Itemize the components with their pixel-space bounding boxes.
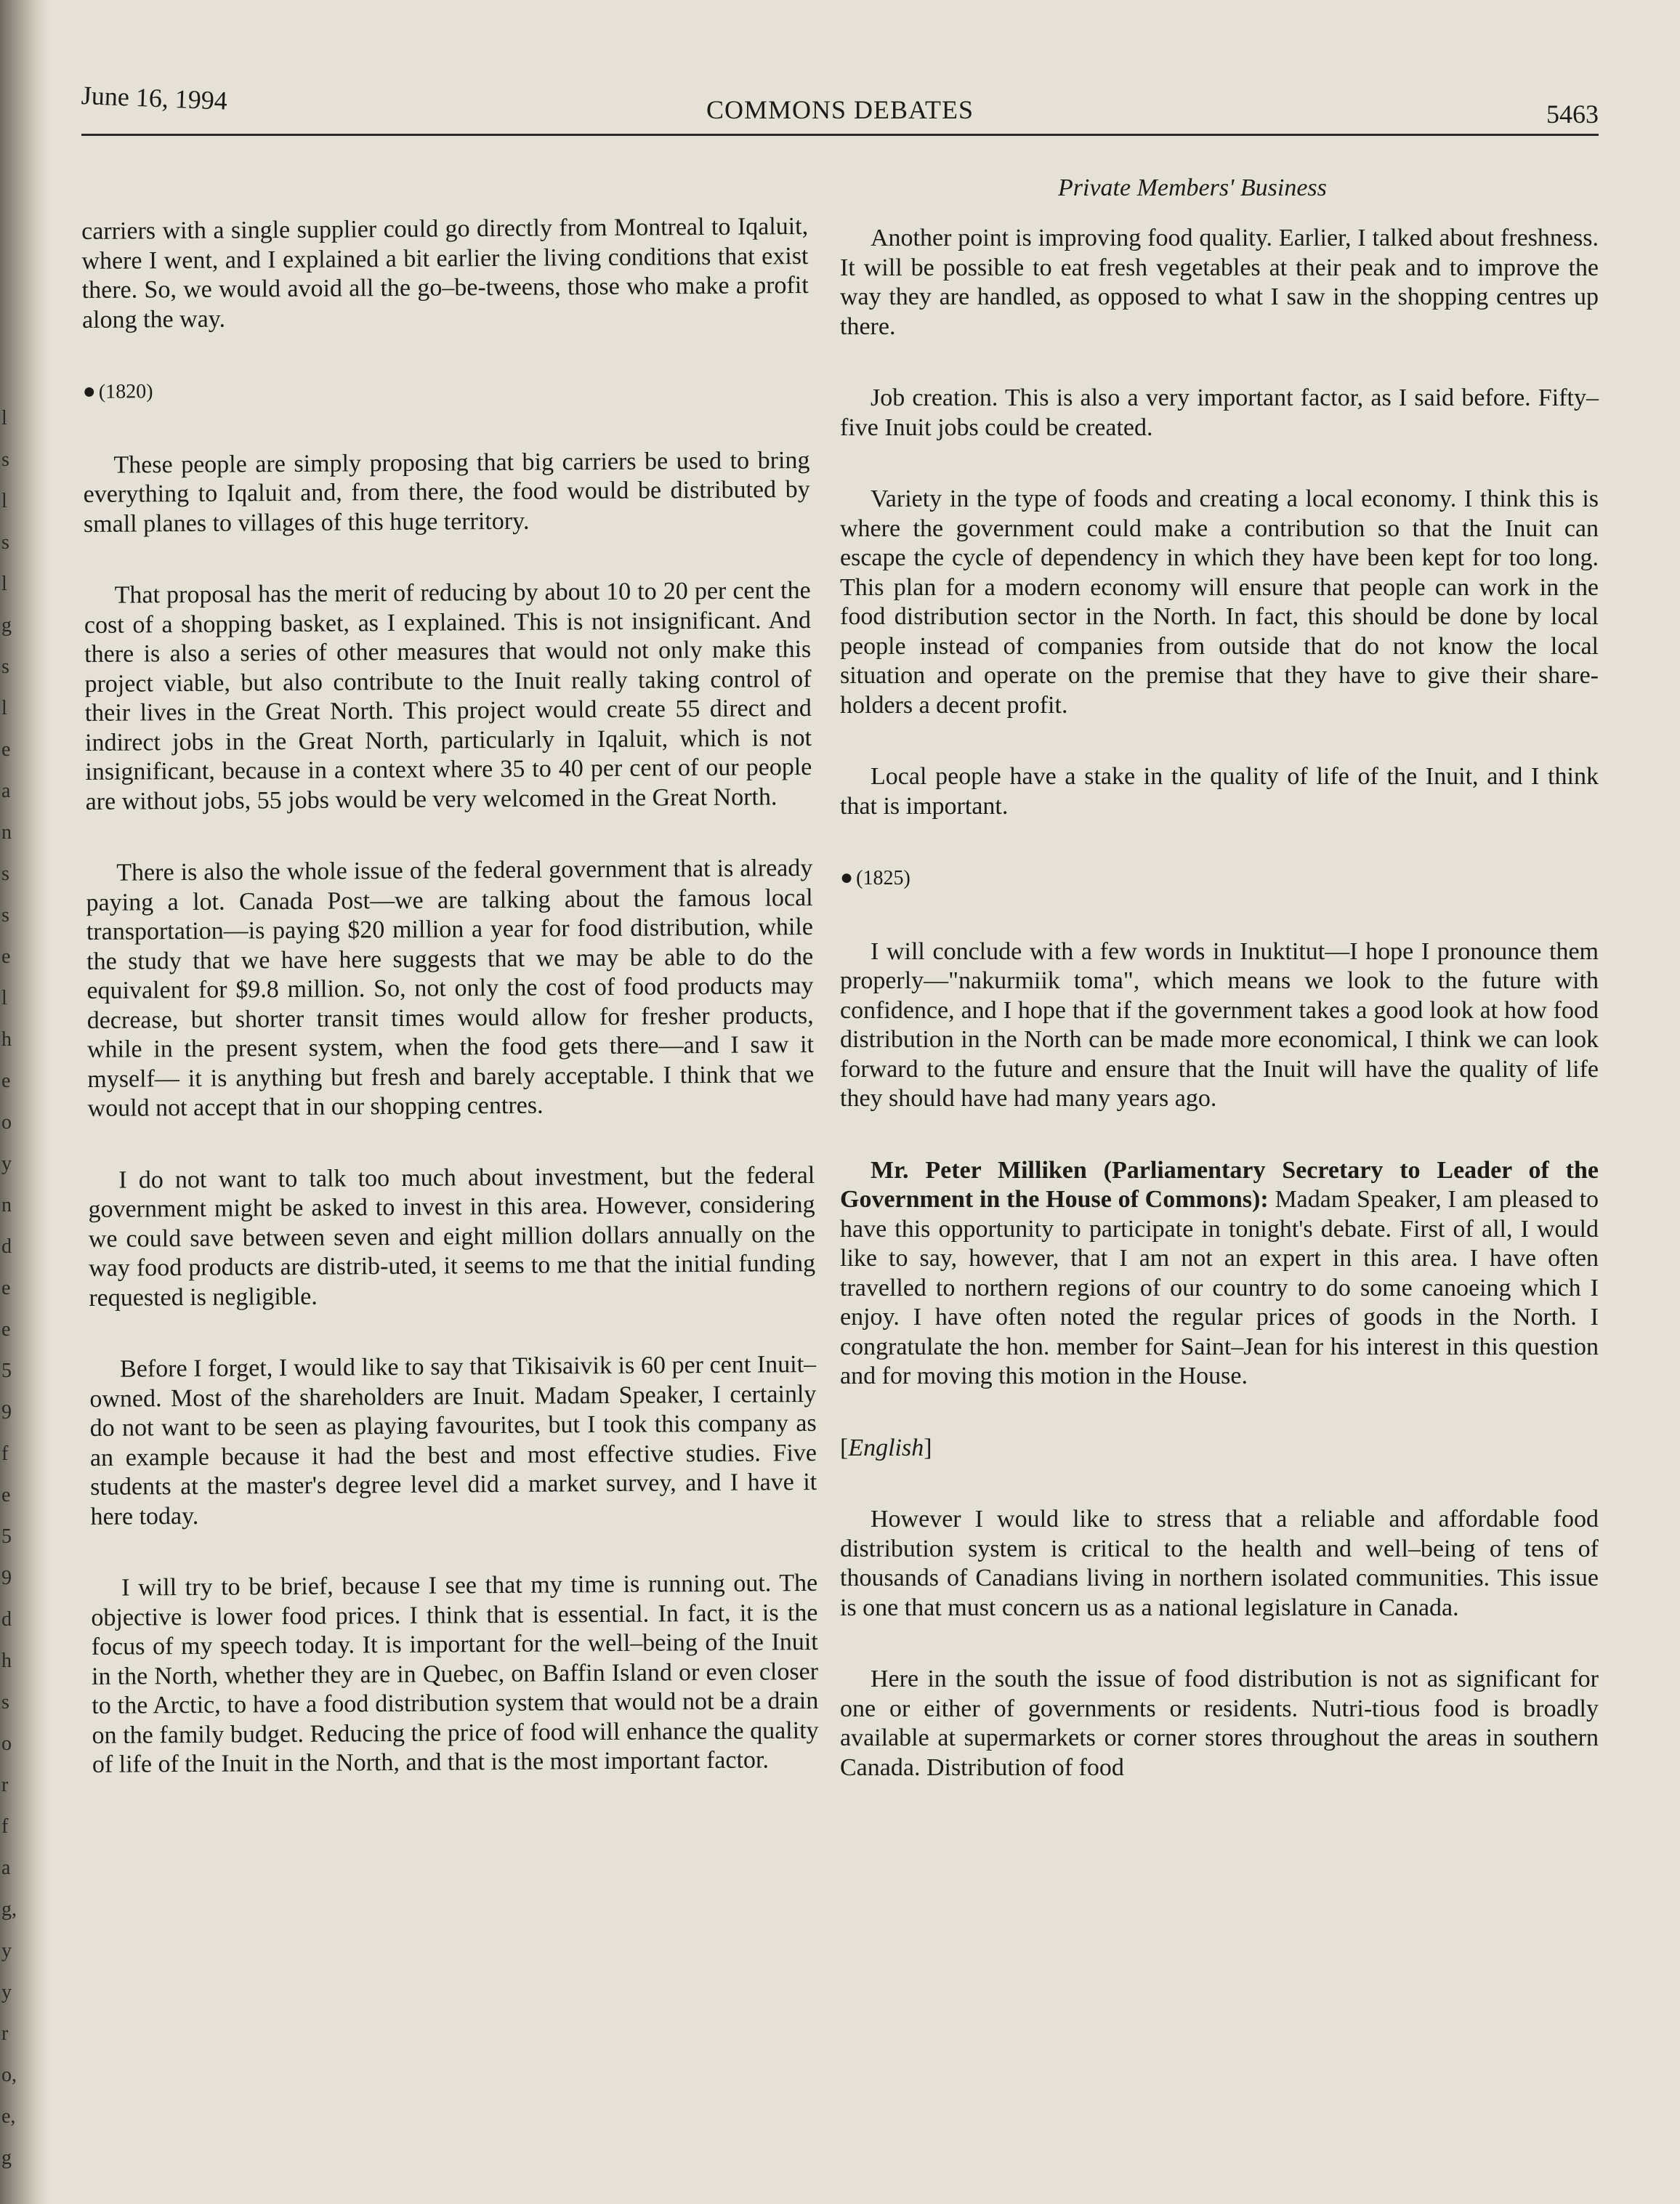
edge-letter: a	[1, 1857, 11, 1879]
edge-letter: s	[1, 531, 9, 554]
edge-letter: e	[1, 1484, 11, 1506]
edge-letter: l	[1, 987, 7, 1009]
paragraph: These people are simply proposing that big carriers be used to bring everything to Iqaluit and, from there, the food would be distributed by small planes to villages of this huge territory.	[83, 446, 810, 538]
edge-letter: y	[1, 1981, 12, 2003]
paragraph: I do not want to talk too much about investment, but the federal government might be asked to invest in this area. However, considering we could save between seven and eight million dollars annually on the way food products are distrib-uted, it seems to me that the initial funding requested is negligible.	[88, 1161, 816, 1312]
edge-letter: e	[1, 1070, 11, 1092]
bullet-icon: ●	[840, 865, 854, 889]
edge-letter: 9	[1, 1401, 12, 1424]
edge-letter: o	[1, 1111, 12, 1134]
edge-letter: 9	[1, 1567, 12, 1589]
edge-letter: s	[1, 904, 9, 927]
language-tag: [English]	[840, 1434, 932, 1461]
paragraph: However I would like to stress that a reliable and affordable food distribution system is critical to the health and well–being of tens of thousands of Canadians living in northern isolated communities. This issue is one that must concern us as a national legislature in Canada.	[840, 1506, 1599, 1621]
edge-letter: d	[1, 1608, 12, 1631]
paragraph: Before I forget, I would like to say that Tikisaivik is 60 per cent Inuit–owned. Most of the shareholders are Inuit. Madam Speaker, I certainly do not want to be seen as playing favourites, but I took this company as an example because it had the best and most effective studies. Five students at the master's degree level did a market survey, and I have it here today.	[89, 1350, 817, 1530]
edge-letter: e	[1, 1318, 11, 1341]
edge-letter: 5	[1, 1360, 12, 1382]
bullet-icon: ●	[82, 379, 96, 403]
edge-letter: n	[1, 1194, 12, 1216]
edge-letter: s	[1, 1691, 9, 1713]
previous-page-edge-text	[1, 0, 23, 2204]
edge-letter: h	[1, 1028, 12, 1051]
speaker-text: Madam Speaker, I am pleased to have this opportunity to participate in tonight's debate. First of all, I would like to say, however, that I am not an expert in this area. I have often travelled to northern regions of our country to do some canoeing which I enjoy. I have often noted the regular prices of goods in the North. I congratulate the hon. member for Saint–Jean for his interest in this question and for moving this motion in the House.	[840, 1186, 1599, 1389]
edge-letter: s	[1, 863, 9, 885]
edge-letter: l	[1, 490, 7, 512]
right-column	[840, 224, 1599, 1825]
edge-letter: y	[1, 1153, 12, 1175]
edge-letter: l	[1, 407, 7, 429]
edge-letter: o	[1, 1732, 12, 1755]
edge-letter: e,	[1, 2105, 16, 2128]
edge-letter: h	[1, 1650, 12, 1672]
edge-letter: 5	[1, 1525, 12, 1548]
edge-letter: g	[1, 614, 12, 637]
edge-letter: o,	[1, 2064, 17, 2086]
edge-letter: l	[1, 697, 7, 719]
paragraph: Job creation. This is also a very important factor, as I said before. Fifty–five Inuit jobs could be created.	[840, 384, 1599, 441]
edge-letter: e	[1, 945, 11, 968]
edge-letter: s	[1, 655, 9, 678]
edge-letter: s	[1, 448, 9, 471]
paragraph: carriers with a single supplier could go directly from Montreal to Iqaluit, where I went, and I explained a bit earlier the living conditions that exist there. So, we would avoid all the go–be-tweens, those who make a profit along the way.	[81, 212, 809, 334]
speaker-paragraph	[840, 1156, 1599, 1392]
paragraph: I will try to be brief, because I see that my time is running out. The objective is lower food prices. I think that is essential. In fact, it is the focus of my speech today. It is important for the well–being of the Inuit in the North, whether they are in Quebec, on Baffin Island or even closer to the Arctic, to have a food distribution system that would not be a drain on the family budget. Reducing the price of food will enhance the quality of life of the Inuit in the North, and that is the most important factor.	[91, 1569, 819, 1778]
edge-letter: l	[1, 573, 7, 595]
section-heading: Private Members' Business	[1058, 174, 1327, 201]
edge-letter: f	[1, 1442, 9, 1465]
edge-letter: e	[1, 1277, 11, 1299]
paragraph: I will conclude with a few words in Inuktitut—I hope I pronounce them properly—"nakurmiik toma", which means we look to the future with confidence, and I hope that if the government takes a good look at how food distribution in the North can be made more economical, I think we can look forward to the future and ensure that the Inuit will have the quality of life they should have had many years ago.	[840, 937, 1599, 1112]
left-column	[81, 212, 819, 1822]
speaker-name: Mr. Peter Milliken (Parliamentary Secretary to Leader of the Government in the House of Commons):	[840, 1156, 1599, 1213]
edge-letter: d	[1, 1235, 12, 1258]
paragraph: That proposal has the merit of reducing by about 10 to 20 per cent the cost of a shopping basket, as I explained. This is not insignificant. And there is also a series of other measures that would not only make this project viable, but also contribute to the Inuit really taking control of their lives in the Great North. This project would create 55 direct and indirect jobs in the Great North, particularly in Iqaluit, which is not insignificant, because in a context where 35 to 40 per cent of our people are without jobs, 55 jobs would be very welcomed in the Great North.	[84, 576, 812, 815]
time-marker	[840, 863, 1599, 894]
page-header	[81, 71, 1599, 136]
header-date: June 16, 1994	[81, 81, 228, 116]
paragraph: There is also the whole issue of the federal government that is already paying a lot. Canada Post—we are talking about the famous local transportation—is paying $20 million a year for food distribution, while the study that we have here suggests that we may be able to do the equivalent for $9.8 million. So, not only the cost of food products may decrease, but shorter transit times would allow for fresher products, while in the present system, when the food gets there—and I saw it myself— it is anything but fresh and barely acceptable. I think that we would not accept that in our shopping centres.	[86, 854, 815, 1122]
edge-letter: e	[1, 738, 11, 761]
edge-letter: f	[1, 1815, 9, 1838]
edge-letter: g,	[1, 1898, 17, 1921]
header-page-number: 5463	[1546, 100, 1599, 129]
edge-letter: n	[1, 821, 12, 844]
paragraph: Another point is improving food quality. Earlier, I talked about freshness. It will be possible to eat fresh vegetables at their peak and to improve the way they are handled, as opposed to what I saw in the shopping centres up there.	[840, 225, 1599, 340]
paragraph: Variety in the type of foods and creating a local economy. I think this is where the government could make a contribution so that the Inuit can escape the cycle of dependency in which they have been kept for too long. This plan for a modern economy will ensure that people can work in the food distribution sector in the North. In fact, this should be done by local people instead of companies from outside that do not know the local situation and operate on the premise that they have to give their share-holders a decent profit.	[840, 485, 1599, 719]
time-marker	[83, 372, 809, 407]
paragraph: Here in the south the issue of food distribution is not as significant for one or either of governments or residents. Nutri-tious food is broadly available at supermarkets or corner stores throughout the areas in southern Canada. Distribution of food	[840, 1666, 1599, 1781]
edge-letter: g	[1, 2147, 12, 2169]
edge-letter: y	[1, 1939, 12, 1962]
header-title: COMMONS DEBATES	[706, 95, 974, 124]
edge-letter: a	[1, 780, 11, 802]
language-tag-text: English	[848, 1434, 924, 1461]
time-marker-text: (1825)	[856, 867, 910, 889]
edge-letter: r	[1, 1774, 9, 1796]
edge-letter: r	[1, 2022, 9, 2045]
paragraph: Local people have a stake in the quality of life of the Inuit, and I think that is important.	[840, 763, 1599, 820]
time-marker-text: (1820)	[98, 380, 153, 403]
